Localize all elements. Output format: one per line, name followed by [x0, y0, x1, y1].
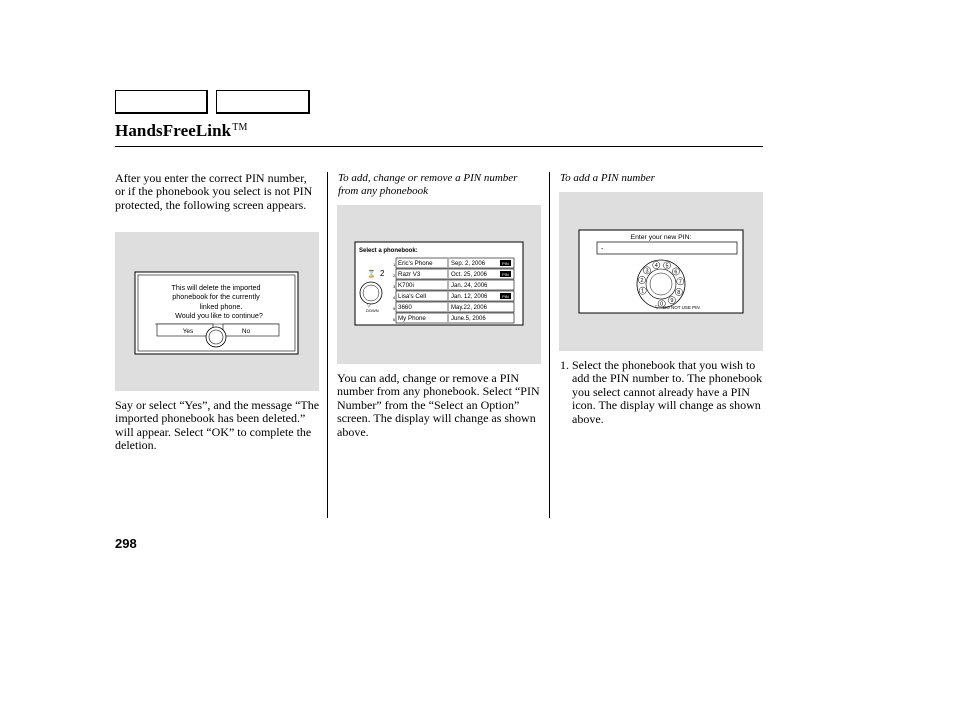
page-indicator: 2 — [380, 269, 385, 278]
row-phone-name: Lisa's Cell — [398, 293, 427, 300]
row-date: Jan. 12, 2006 — [451, 294, 488, 300]
row-date: June.5, 2006 — [451, 316, 486, 322]
row-number: 1 — [393, 262, 396, 267]
step-1: 1. Select the phonebook that you wish to add the PIN number to. The phonebook you select cannot already have a PIN icon. The display will change as shown above. — [560, 358, 763, 426]
row-number: 6 — [393, 317, 396, 322]
pin-badge-label: PIN — [502, 261, 509, 266]
dialog-line-3: linked phone. — [199, 302, 243, 311]
row-number: 4 — [393, 295, 396, 300]
dial-digit-label: 5 — [665, 263, 669, 270]
column-divider-1 — [327, 172, 328, 518]
down-label: DOWN — [366, 308, 379, 313]
interface-dial-icon — [206, 327, 226, 347]
yes-button-label: Yes — [182, 328, 194, 335]
page-indicator-icon: ⌛ — [367, 271, 376, 278]
dial-digit-label: 4 — [654, 263, 658, 270]
column-divider-2 — [549, 172, 550, 518]
phonebook-heading: Select a phonebook: — [359, 248, 418, 254]
row-date: Oct. 25, 2006 — [451, 272, 488, 278]
yes-button[interactable] — [157, 324, 213, 336]
down-arrow-icon: ▽ — [655, 305, 659, 311]
down-arrow-icon: ▽ — [367, 303, 371, 309]
pin-entry-figure — [559, 192, 763, 351]
title-rule — [115, 146, 763, 147]
pin-badge-label: PIN — [502, 272, 509, 277]
pin-lock-icon — [500, 271, 511, 277]
pin-dial[interactable] — [637, 260, 685, 308]
dialog-line-2: phonebook for the currently — [172, 292, 260, 301]
row-phone-name: Eric's Phone — [398, 260, 433, 267]
pin-badge-label: PIN — [502, 294, 509, 299]
dialog-line-1: This will delete the imported — [171, 283, 261, 292]
row-phone-name: My Phone — [398, 315, 426, 322]
dial-digit-label: 6 — [674, 269, 678, 276]
pin-lock-icon — [500, 293, 511, 299]
dial-digit-label: 1 — [641, 288, 645, 295]
delete-confirm-screen — [115, 232, 319, 391]
col1-outro-text: Say or select “Yes”, and the message “The imported phonebook has been deleted.” will appear. Select “OK” to complete the deletion. — [115, 398, 320, 453]
col3-caption: To add a PIN number — [560, 172, 655, 184]
row-date: May.22, 2006 — [451, 305, 487, 311]
row-phone-name: K700i — [398, 282, 414, 289]
row-number: 3 — [393, 284, 396, 289]
dial-digit-label: 3 — [645, 268, 649, 275]
nav-tab-box-1[interactable] — [115, 90, 208, 114]
pin-entry-value: - — [601, 246, 604, 253]
row-phone-name: 3660 — [398, 304, 412, 311]
dial-digit-label: 7 — [678, 279, 682, 286]
row-date: Jan. 24, 2006 — [451, 283, 488, 289]
skip-pin-option[interactable]: DO NOT USE PIN — [663, 305, 700, 310]
row-number: 2 — [393, 273, 396, 278]
dial-digit-label: 8 — [677, 289, 681, 296]
row-date: Sep. 2, 2006 — [451, 261, 486, 267]
col3-step-text — [560, 359, 763, 426]
col1-intro-text: After you enter the correct PIN number, or if the phonebook you select is not PIN protected, the following screen appears. — [115, 171, 313, 212]
page-title — [115, 121, 247, 141]
delete-confirm-figure — [115, 232, 319, 391]
no-button[interactable] — [223, 324, 279, 336]
pin-entry-field[interactable] — [597, 242, 737, 254]
col2-body-text: You can add, change or remove a PIN number from any phonebook. Select “PIN Number” from the “Select an Option” screen. The display will change as shown above. — [337, 371, 540, 439]
nav-tab-box-2[interactable] — [216, 90, 310, 114]
phonebook-select-figure — [337, 205, 541, 364]
no-button-label: No — [241, 328, 251, 335]
page-number: 298 — [115, 536, 137, 551]
page-title-text: HandsFreeLink — [115, 121, 232, 140]
pin-prompt: Enter your new PIN: — [630, 234, 692, 241]
col2-caption: To add, change or remove a PIN number from any phonebook — [338, 172, 518, 197]
row-phone-name: Razr V3 — [398, 271, 421, 278]
dial-digit-label: 2 — [640, 277, 644, 284]
phonebook-select-screen — [337, 205, 541, 364]
trademark-mark: TM — [232, 122, 248, 133]
dial-digit-label: 9 — [670, 298, 674, 305]
dialog-line-4: Would you like to continue? — [175, 311, 263, 320]
pin-lock-icon — [500, 260, 511, 266]
row-number: 5 — [393, 306, 396, 311]
dial-digit-label: 0 — [660, 301, 664, 308]
interface-dial-icon — [360, 282, 382, 304]
pin-entry-screen — [559, 192, 763, 351]
